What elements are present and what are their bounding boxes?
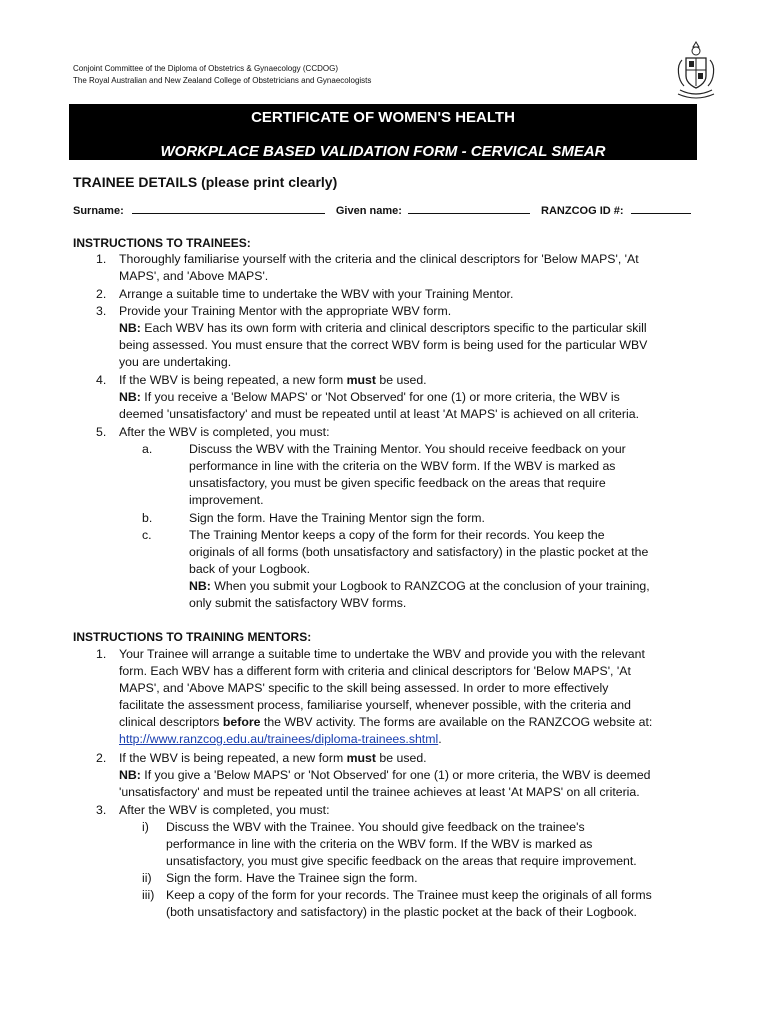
mentor-instructions-heading: INSTRUCTIONS TO TRAINING MENTORS: xyxy=(73,630,312,644)
sub-numeral: i) xyxy=(142,820,149,834)
list-item: being assessed. You must ensure that the correct WBV form is being used for the particular WBV xyxy=(119,338,648,352)
list-item: you are undertaking. xyxy=(119,355,232,369)
list-item: 'unsatisfactory' and must be repeated until the trainee achieves at least 'At MAPS' on all criteria. xyxy=(119,785,640,799)
list-item: http://www.ranzcog.edu.au/trainees/diploma-trainees.shtml. xyxy=(119,732,442,746)
list-number: 1. xyxy=(96,252,107,266)
surname-label: Surname: xyxy=(73,205,124,217)
list-item: MAPS', and 'Above MAPS'. xyxy=(119,269,269,283)
form-subtitle: WORKPLACE BASED VALIDATION FORM - CERVICAL SMEAR xyxy=(160,143,606,160)
college-name: The Royal Australian and New Zealand College of Obstetricians and Gynaecologists xyxy=(73,76,372,85)
list-item: NB: If you give a 'Below MAPS' or 'Not Observed' for one (1) or more criteria, the WBV is deemed xyxy=(119,768,651,782)
list-item: If the WBV is being repeated, a new form must be used. xyxy=(119,751,427,765)
sub-letter: a. xyxy=(142,442,153,456)
given-name-field[interactable] xyxy=(408,203,530,214)
sub-item: improvement. xyxy=(189,493,264,507)
sub-letter: b. xyxy=(142,511,153,525)
sub-item: Sign the form. Have the Training Mentor sign the form. xyxy=(189,511,485,525)
nb-label: NB: xyxy=(119,390,141,404)
list-item: facilitate the assessment process, familiarise yourself, whenever possible, with the criteria and xyxy=(119,698,631,712)
ranzcog-id-field[interactable] xyxy=(631,203,691,214)
surname-field[interactable] xyxy=(132,203,325,214)
ranzcog-id-label: RANZCOG ID #: xyxy=(541,205,624,217)
list-item: After the WBV is completed, you must: xyxy=(119,803,330,817)
sub-item: unsatisfactory, you must be given specific feedback on the areas that require xyxy=(189,476,606,490)
sub-item: Sign the form. Have the Trainee sign the form. xyxy=(166,871,418,885)
list-item: deemed 'unsatisfactory' and must be repeated until at least 'At MAPS' is achieved on all criteria. xyxy=(119,407,639,421)
sub-item: performance in line with the criteria on the WBV form. If the WBV is marked as xyxy=(189,459,616,473)
list-number: 2. xyxy=(96,287,107,301)
sub-item: Discuss the WBV with the Trainee. You should give feedback on the trainee's xyxy=(166,820,585,834)
trainee-details-fields xyxy=(73,203,691,217)
trainee-instructions-heading: INSTRUCTIONS TO TRAINEES: xyxy=(73,236,251,250)
sub-item: originals of all forms (both unsatisfactory and satisfactory) in the plastic pocket at the xyxy=(189,545,649,559)
list-item: Thoroughly familiarise yourself with the criteria and the clinical descriptors for 'Below MAPS', 'At xyxy=(119,252,639,266)
list-item: clinical descriptors before the WBV activity. The forms are available on the RANZCOG website at: xyxy=(119,715,653,729)
list-number: 3. xyxy=(96,304,107,318)
sub-item: performance in line with the criteria on the WBV form. If the WBV is marked as xyxy=(166,837,593,851)
sub-numeral: ii) xyxy=(142,871,152,885)
certificate-title: CERTIFICATE OF WOMEN'S HEALTH xyxy=(251,109,515,126)
sub-item: The Training Mentor keeps a copy of the form for their records. You keep the xyxy=(189,528,605,542)
form-title-banner xyxy=(69,104,697,160)
sub-numeral: iii) xyxy=(142,888,155,902)
sub-item: NB: When you submit your Logbook to RANZCOG at the conclusion of your training, xyxy=(189,579,650,593)
list-item: form. Each WBV has a different form with criteria and clinical descriptors for 'Below MAPS', 'At xyxy=(119,664,631,678)
trainee-details-heading: TRAINEE DETAILS (please print clearly) xyxy=(73,174,338,190)
sub-item: unsatisfactory, you must give specific feedback on the areas that require improvement. xyxy=(166,854,637,868)
list-item: If the WBV is being repeated, a new form must be used. xyxy=(119,373,427,387)
sub-item: Discuss the WBV with the Training Mentor. You should receive feedback on your xyxy=(189,442,626,456)
nb-label: NB: xyxy=(119,768,141,782)
sub-item: Keep a copy of the form for your records. The Trainee must keep the originals of all forms xyxy=(166,888,652,902)
list-item: Provide your Training Mentor with the appropriate WBV form. xyxy=(119,304,452,318)
list-item: Arrange a suitable time to undertake the WBV with your Training Mentor. xyxy=(119,287,514,301)
list-item: After the WBV is completed, you must: xyxy=(119,425,330,439)
list-item: NB: Each WBV has its own form with criteria and clinical descriptors specific to the particular skill xyxy=(119,321,647,335)
college-crest-logo xyxy=(674,40,718,100)
sub-item: (both unsatisfactory and satisfactory) in the plastic pocket at the back of their Logbook. xyxy=(166,905,637,919)
list-number: 1. xyxy=(96,647,107,661)
list-number: 3. xyxy=(96,803,107,817)
sub-item: only submit the satisfactory WBV forms. xyxy=(189,596,407,610)
given-name-label: Given name: xyxy=(335,205,402,217)
ranzcog-website-link[interactable]: http://www.ranzcog.edu.au/trainees/diploma-trainees.shtml xyxy=(119,732,439,746)
nb-label: NB: xyxy=(119,321,141,335)
sub-item: back of your Logbook. xyxy=(189,562,310,576)
list-number: 2. xyxy=(96,751,107,765)
list-number: 5. xyxy=(96,425,107,439)
list-item: NB: If you receive a 'Below MAPS' or 'Not Observed' for one (1) or more criteria, the WBV is xyxy=(119,390,620,404)
committee-name: Conjoint Committee of the Diploma of Obstetrics & Gynaecology (CCDOG) xyxy=(73,64,338,73)
sub-letter: c. xyxy=(142,528,152,542)
nb-label: NB: xyxy=(189,579,211,593)
list-item: MAPS', and 'Above MAPS' specific to the skill being assessed. In order to more effectively xyxy=(119,681,609,695)
list-number: 4. xyxy=(96,373,107,387)
list-item: Your Trainee will arrange a suitable time to undertake the WBV and provide you with the relevant xyxy=(119,647,645,661)
